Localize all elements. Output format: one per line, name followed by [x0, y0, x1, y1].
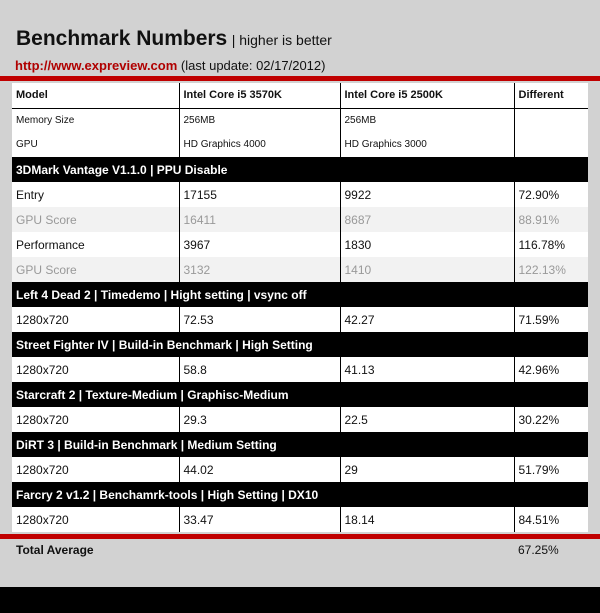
- source-link[interactable]: http://www.expreview.com: [15, 58, 178, 73]
- value-3570k: 17155: [179, 182, 340, 207]
- footer-bar: [0, 587, 600, 613]
- section-title: Farcry 2 v1.2 | Benchamrk-tools | High Setting | DX10: [12, 482, 588, 507]
- value-diff: 51.79%: [514, 457, 588, 482]
- value-3570k: 3132: [179, 257, 340, 282]
- spec-value: 256MB: [344, 114, 377, 126]
- row-label: 1280x720: [12, 507, 179, 532]
- section-title: Street Fighter IV | Build-in Benchmark | High Setting: [12, 332, 588, 357]
- header: [0, 0, 600, 76]
- value-diff: 122.13%: [514, 257, 588, 282]
- value-2500k: 41.13: [340, 357, 514, 382]
- value-2500k: 1830: [340, 232, 514, 257]
- row-label: 1280x720: [12, 307, 179, 332]
- url-line: [15, 58, 325, 73]
- column-header: Intel Core i5 2500K: [340, 83, 514, 108]
- value-2500k: 8687: [340, 207, 514, 232]
- spec-value: HD Graphics 3000: [344, 138, 427, 150]
- value-diff: 88.91%: [514, 207, 588, 232]
- value-3570k: 44.02: [179, 457, 340, 482]
- section-header-row: [12, 432, 588, 457]
- section-header-row: [12, 482, 588, 507]
- value-2500k: 9922: [340, 182, 514, 207]
- value-diff: 72.90%: [514, 182, 588, 207]
- table-row: [12, 407, 588, 432]
- section-title: 3DMark Vantage V1.1.0 | PPU Disable: [12, 157, 588, 182]
- benchmark-table: [12, 83, 588, 532]
- value-2500k: 42.27: [340, 307, 514, 332]
- spec-value: HD Graphics 4000: [183, 138, 266, 150]
- table-row: [12, 307, 588, 332]
- page-subtitle: | higher is better: [231, 32, 332, 48]
- page-title: Benchmark Numbers: [16, 27, 228, 50]
- spec-label: Memory Size: [16, 114, 75, 126]
- title-line: [16, 27, 332, 51]
- section-title: Left 4 Dead 2 | Timedemo | Hight setting | vsync off: [12, 282, 588, 307]
- value-diff: 42.96%: [514, 357, 588, 382]
- row-label: Entry: [12, 182, 179, 207]
- column-header: Intel Core i5 3570K: [179, 83, 340, 108]
- row-label: 1280x720: [12, 407, 179, 432]
- section-header-row: [12, 157, 588, 182]
- spec-labels: [12, 108, 179, 157]
- table-row: [12, 257, 588, 282]
- table-row: [12, 232, 588, 257]
- last-update: (last update: 02/17/2012): [180, 58, 326, 73]
- row-label: GPU Score: [12, 257, 179, 282]
- table-row: [12, 507, 588, 532]
- table-header-row: [12, 83, 588, 108]
- value-2500k: 29: [340, 457, 514, 482]
- value-diff: 84.51%: [514, 507, 588, 532]
- value-3570k: 3967: [179, 232, 340, 257]
- total-label: Total Average: [16, 543, 94, 557]
- column-header: Different: [514, 83, 588, 108]
- value-diff: 30.22%: [514, 407, 588, 432]
- section-header-row: [12, 332, 588, 357]
- value-3570k: 58.8: [179, 357, 340, 382]
- value-2500k: 22.5: [340, 407, 514, 432]
- section-title: Starcraft 2 | Texture-Medium | Graphisc-Medium: [12, 382, 588, 407]
- spec-values-2500k: [340, 108, 514, 157]
- section-header-row: [12, 382, 588, 407]
- top-divider: [0, 76, 600, 81]
- row-label: 1280x720: [12, 457, 179, 482]
- spec-diff-empty: [514, 108, 588, 157]
- table-row: [12, 457, 588, 482]
- section-title: DiRT 3 | Build-in Benchmark | Medium Setting: [12, 432, 588, 457]
- value-diff: 71.59%: [514, 307, 588, 332]
- table-row: [12, 207, 588, 232]
- table-row: [12, 182, 588, 207]
- total-row: [12, 539, 588, 562]
- spec-row: [12, 108, 588, 157]
- value-2500k: 18.14: [340, 507, 514, 532]
- value-2500k: 1410: [340, 257, 514, 282]
- section-header-row: [12, 282, 588, 307]
- table-row: [12, 357, 588, 382]
- row-label: GPU Score: [12, 207, 179, 232]
- value-3570k: 29.3: [179, 407, 340, 432]
- spec-values-3570k: [179, 108, 340, 157]
- value-diff: 116.78%: [514, 232, 588, 257]
- row-label: Performance: [12, 232, 179, 257]
- spec-label: GPU: [16, 138, 38, 150]
- column-header: Model: [12, 83, 179, 108]
- row-label: 1280x720: [12, 357, 179, 382]
- spec-value: 256MB: [183, 114, 216, 126]
- value-3570k: 72.53: [179, 307, 340, 332]
- value-3570k: 16411: [179, 207, 340, 232]
- value-3570k: 33.47: [179, 507, 340, 532]
- total-value: 67.25%: [518, 543, 559, 557]
